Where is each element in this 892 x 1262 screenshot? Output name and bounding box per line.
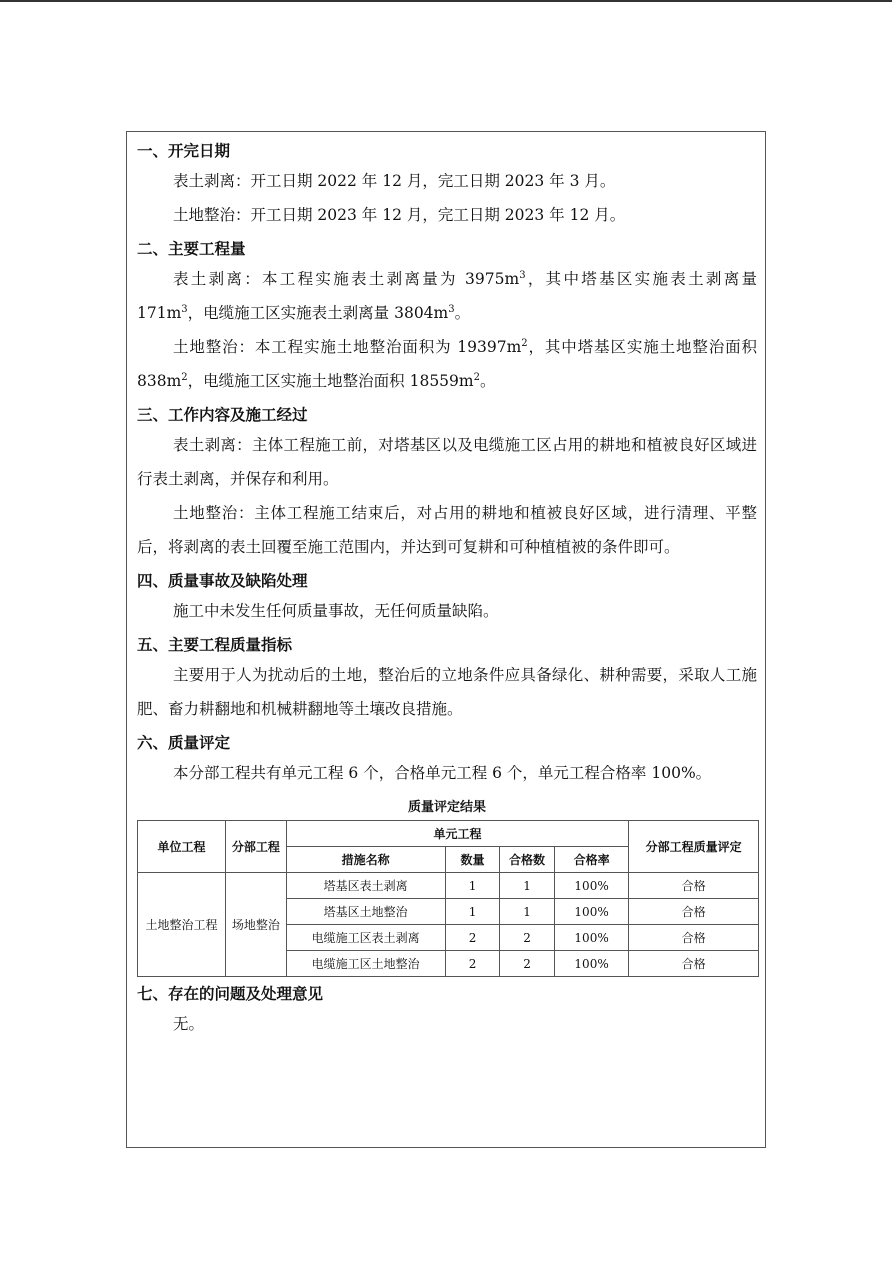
header-qualified-count: 合格数 xyxy=(500,847,555,873)
paragraph-stripping-dates: 表土剥离：开工日期 2022 年 12 月，完工日期 2023 年 3 月。 xyxy=(173,172,616,190)
paragraph-stripping-quantity xyxy=(137,262,757,330)
cell-grade: 合格 xyxy=(629,873,759,899)
section-heading-defects: 四、质量事故及缺陷处理 xyxy=(137,572,308,590)
section-heading-quantities: 二、主要工程量 xyxy=(137,240,246,258)
cell-measure: 塔基区土地整治 xyxy=(286,899,445,925)
cell-rate: 100% xyxy=(554,925,629,951)
header-quantity: 数量 xyxy=(445,847,500,873)
superscript-3: 3 xyxy=(519,269,526,281)
superscript-3: 3 xyxy=(448,303,455,315)
text-segment: 土地整治：本工程实施土地整治面积为 19397m xyxy=(173,338,522,356)
cell-quantity: 1 xyxy=(445,873,500,899)
header-pass-rate: 合格率 xyxy=(554,847,629,873)
section-heading-work-content: 三、工作内容及施工经过 xyxy=(137,406,308,424)
section-heading-dates: 一、开完日期 xyxy=(137,142,231,160)
table-caption: 质量评定结果 xyxy=(407,800,486,815)
paragraph-rehab-dates: 土地整治：开工日期 2023 年 12 月，完工日期 2023 年 12 月。 xyxy=(173,206,626,224)
page-top-border xyxy=(0,0,892,2)
cell-unit-project: 土地整治工程 xyxy=(138,873,226,977)
superscript-2: 2 xyxy=(181,371,188,383)
cell-rate: 100% xyxy=(554,899,629,925)
section-heading-quality-rating: 六、质量评定 xyxy=(137,734,231,752)
text-segment: ，其中塔基区实施土地整治面积 838m xyxy=(137,338,757,390)
header-measure-name: 措施名称 xyxy=(286,847,445,873)
section-heading-issues: 七、存在的问题及处理意见 xyxy=(137,985,324,1003)
paragraph-issues: 无。 xyxy=(173,1015,205,1033)
cell-grade: 合格 xyxy=(629,925,759,951)
paragraph-rehab-quantity xyxy=(137,330,757,398)
text-segment: ，电缆施工区实施土地整治面积 18559m xyxy=(187,372,474,390)
paragraph-stripping-work: 表土剥离：主体工程施工前，对塔基区以及电缆施工区占用的耕地和植被良好区域进行表土剥离，并保存和利用。 xyxy=(137,436,757,488)
superscript-2: 2 xyxy=(521,337,528,349)
cell-qualified: 1 xyxy=(500,899,555,925)
text-segment: ，其中塔基区实施表土剥离量 171m xyxy=(137,270,757,322)
cell-grade: 合格 xyxy=(629,951,759,977)
header-element-project: 单元工程 xyxy=(286,821,629,847)
document-content xyxy=(137,140,757,1041)
cell-qualified: 2 xyxy=(500,951,555,977)
table-row xyxy=(138,873,759,899)
cell-rate: 100% xyxy=(554,951,629,977)
paragraph-defects: 施工中未发生任何质量事故，无任何质量缺陷。 xyxy=(173,602,499,620)
header-sub-project: 分部工程 xyxy=(226,821,286,873)
superscript-3: 3 xyxy=(181,303,188,315)
cell-quantity: 1 xyxy=(445,899,500,925)
cell-qualified: 1 xyxy=(500,873,555,899)
text-segment: ，电缆施工区实施表土剥离量 3804m xyxy=(187,304,449,322)
cell-quantity: 2 xyxy=(445,925,500,951)
header-sub-quality: 分部工程质量评定 xyxy=(629,821,759,873)
paragraph-quality-indicators: 主要用于人为扰动后的土地，整治后的立地条件应具备绿化、耕种需要，采取人工施肥、畜力耕翻地和机械耕翻地等土壤改良措施。 xyxy=(137,666,757,718)
text-segment: 。 xyxy=(479,372,496,390)
text-segment: 。 xyxy=(454,304,471,322)
paragraph-rehab-work: 土地整治：主体工程施工结束后，对占用的耕地和植被良好区域，进行清理、平整后，将剥离的表土回覆至施工范围内，并达到可复耕和可种植植被的条件即可。 xyxy=(137,504,757,556)
cell-rate: 100% xyxy=(554,873,629,899)
cell-sub-project: 场地整治 xyxy=(226,873,286,977)
header-unit-project: 单位工程 xyxy=(138,821,226,873)
paragraph-quality-rating: 本分部工程共有单元工程 6 个，合格单元工程 6 个，单元工程合格率 100%。 xyxy=(173,764,712,782)
text-segment: 表土剥离：本工程实施表土剥离量为 3975m xyxy=(173,270,520,288)
cell-quantity: 2 xyxy=(445,951,500,977)
section-heading-quality-indicators: 五、主要工程质量指标 xyxy=(137,636,293,654)
cell-measure: 电缆施工区土地整治 xyxy=(286,951,445,977)
cell-measure: 电缆施工区表土剥离 xyxy=(286,925,445,951)
document-frame xyxy=(126,131,766,1148)
superscript-2: 2 xyxy=(473,371,480,383)
cell-grade: 合格 xyxy=(629,899,759,925)
cell-qualified: 2 xyxy=(500,925,555,951)
cell-measure: 塔基区表土剥离 xyxy=(286,873,445,899)
table-header-row xyxy=(138,821,759,847)
quality-result-table xyxy=(137,820,759,977)
